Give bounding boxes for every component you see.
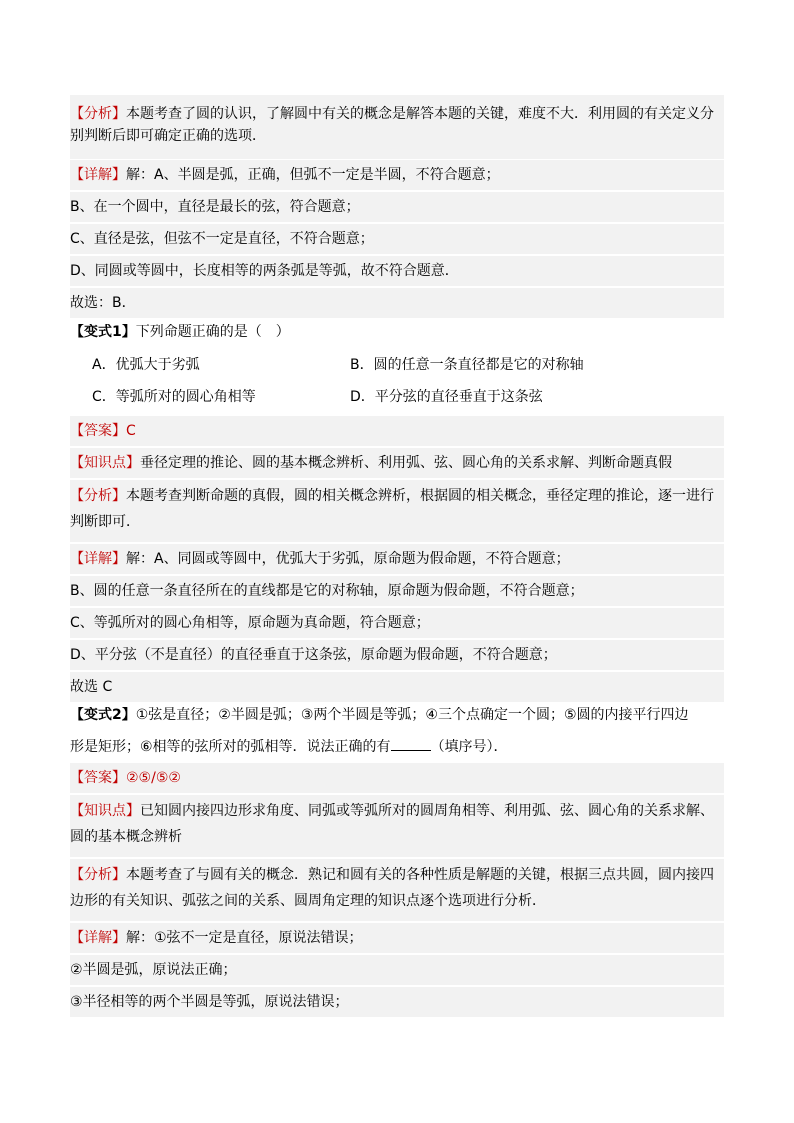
detail-line <box>70 987 724 1017</box>
detail-text: 解：①弦不一定是直径，原说法错误； <box>126 930 363 946</box>
detail-tag: 【详解】 <box>70 167 126 183</box>
detail-line <box>70 672 724 702</box>
variant-tag: 【变式2】 <box>70 707 136 723</box>
answer-blank[interactable] <box>391 739 431 751</box>
question-stem <box>70 707 724 723</box>
detail-text: D、同圆或等圆中，长度相等的两条弧是等弧，故不符合题意． <box>70 263 459 279</box>
knowledge-tag: 【知识点】 <box>70 455 140 471</box>
analysis-text: 本题考查判断命题的真假，圆的相关概念辨析，根据圆的相关概念，垂径定理的推论，逐一进行 <box>126 488 714 504</box>
detail-line <box>70 192 724 222</box>
detail-line <box>70 608 724 638</box>
analysis-block <box>70 859 724 921</box>
detail-tag: 【详解】 <box>70 551 126 567</box>
option-d: D．平分弦的直径垂直于这条弦 <box>350 389 543 405</box>
detail-line <box>70 288 724 318</box>
analysis-text-cont: 别判断后即可确定正确的选项． <box>70 128 266 144</box>
analysis-tag: 【分析】 <box>70 867 126 883</box>
detail-line <box>70 224 724 254</box>
answer-line <box>70 416 724 446</box>
question-stem-cont <box>70 739 724 755</box>
question-text: （填序号）． <box>430 739 508 755</box>
knowledge-text-cont: 圆的基本概念辨析 <box>70 829 182 845</box>
answer-tag: 【答案】 <box>70 770 126 786</box>
detail-line <box>70 256 724 286</box>
analysis-text: 本题考查了圆的认识，了解圆中有关的概念是解答本题的关键，难度不大．利用圆的有关定义分 <box>126 106 714 122</box>
answer-value: ②⑤/⑤② <box>126 770 181 786</box>
knowledge-text: 已知圆内接四边形求角度、同弧或等弧所对的圆周角相等、利用弧、弦、圆心角的关系求解、 <box>140 803 714 819</box>
analysis-text-cont: 边形的有关知识、弧弦之间的关系、圆周角定理的知识点逐个选项进行分析． <box>70 893 546 909</box>
detail-text: ②半圆是弧，原说法正确； <box>70 962 237 978</box>
knowledge-tag: 【知识点】 <box>70 803 140 819</box>
detail-text: B、在一个圆中，直径是最长的弦，符合题意； <box>70 199 360 215</box>
detail-text: 解：A、同圆或等圆中，优弧大于劣弧，原命题为假命题，不符合题意； <box>126 551 570 567</box>
question-text: ①弦是直径；②半圆是弧；③两个半圆是等弧；④三个点确定一个圆；⑤圆的内接平行四边 <box>135 707 689 723</box>
detail-text: 故选 C <box>70 679 113 695</box>
answer-tag: 【答案】 <box>70 423 126 439</box>
detail-text: ③半径相等的两个半圆是等弧，原说法错误； <box>70 994 349 1010</box>
knowledge-line <box>70 448 724 478</box>
option-c: C．等弧所对的圆心角相等 <box>92 389 256 405</box>
detail-text: C、等弧所对的圆心角相等，原命题为真命题，符合题意； <box>70 615 430 631</box>
analysis-text: 本题考查了与圆有关的概念．熟记和圆有关的各种性质是解题的关键，根据三点共圆，圆内接四 <box>126 867 714 883</box>
detail-text: D、平分弦（不是直径）的直径垂直于这条弦，原命题为假命题，不符合题意； <box>70 647 557 663</box>
answer-value: C <box>126 423 136 439</box>
detail-text: B、圆的任意一条直径所在的直线都是它的对称轴，原命题为假命题，不符合题意； <box>70 583 584 599</box>
detail-tag: 【详解】 <box>70 930 126 946</box>
answer-line <box>70 763 724 793</box>
detail-text: C、直径是弦，但弦不一定是直径，不符合题意； <box>70 231 374 247</box>
question-text: 下列命题正确的是（ ） <box>135 324 290 340</box>
analysis-text-cont: 判断即可． <box>70 514 140 530</box>
detail-line <box>70 955 724 985</box>
question-stem <box>70 324 724 340</box>
detail-line <box>70 160 724 190</box>
detail-line <box>70 544 724 574</box>
detail-text: 故选：B． <box>70 295 136 311</box>
detail-line <box>70 923 724 953</box>
knowledge-text: 垂径定理的推论、圆的基本概念辨析、利用弧、弦、圆心角的关系求解、判断命题真假 <box>140 455 672 471</box>
analysis-block <box>70 480 724 542</box>
detail-text: 解：A、半圆是弧，正确，但弧不一定是半圆，不符合题意； <box>126 167 500 183</box>
detail-line <box>70 576 724 606</box>
option-b: B．圆的任意一条直径都是它的对称轴 <box>350 357 584 373</box>
question-text: 形是矩形；⑥相等的弦所对的弧相等．说法正确的有 <box>70 739 391 755</box>
analysis-tag: 【分析】 <box>70 488 126 504</box>
detail-line <box>70 640 724 670</box>
variant-tag: 【变式1】 <box>70 324 136 340</box>
knowledge-block <box>70 795 724 857</box>
analysis-block <box>70 95 724 159</box>
option-a: A．优弧大于劣弧 <box>92 357 200 373</box>
analysis-tag: 【分析】 <box>70 106 126 122</box>
